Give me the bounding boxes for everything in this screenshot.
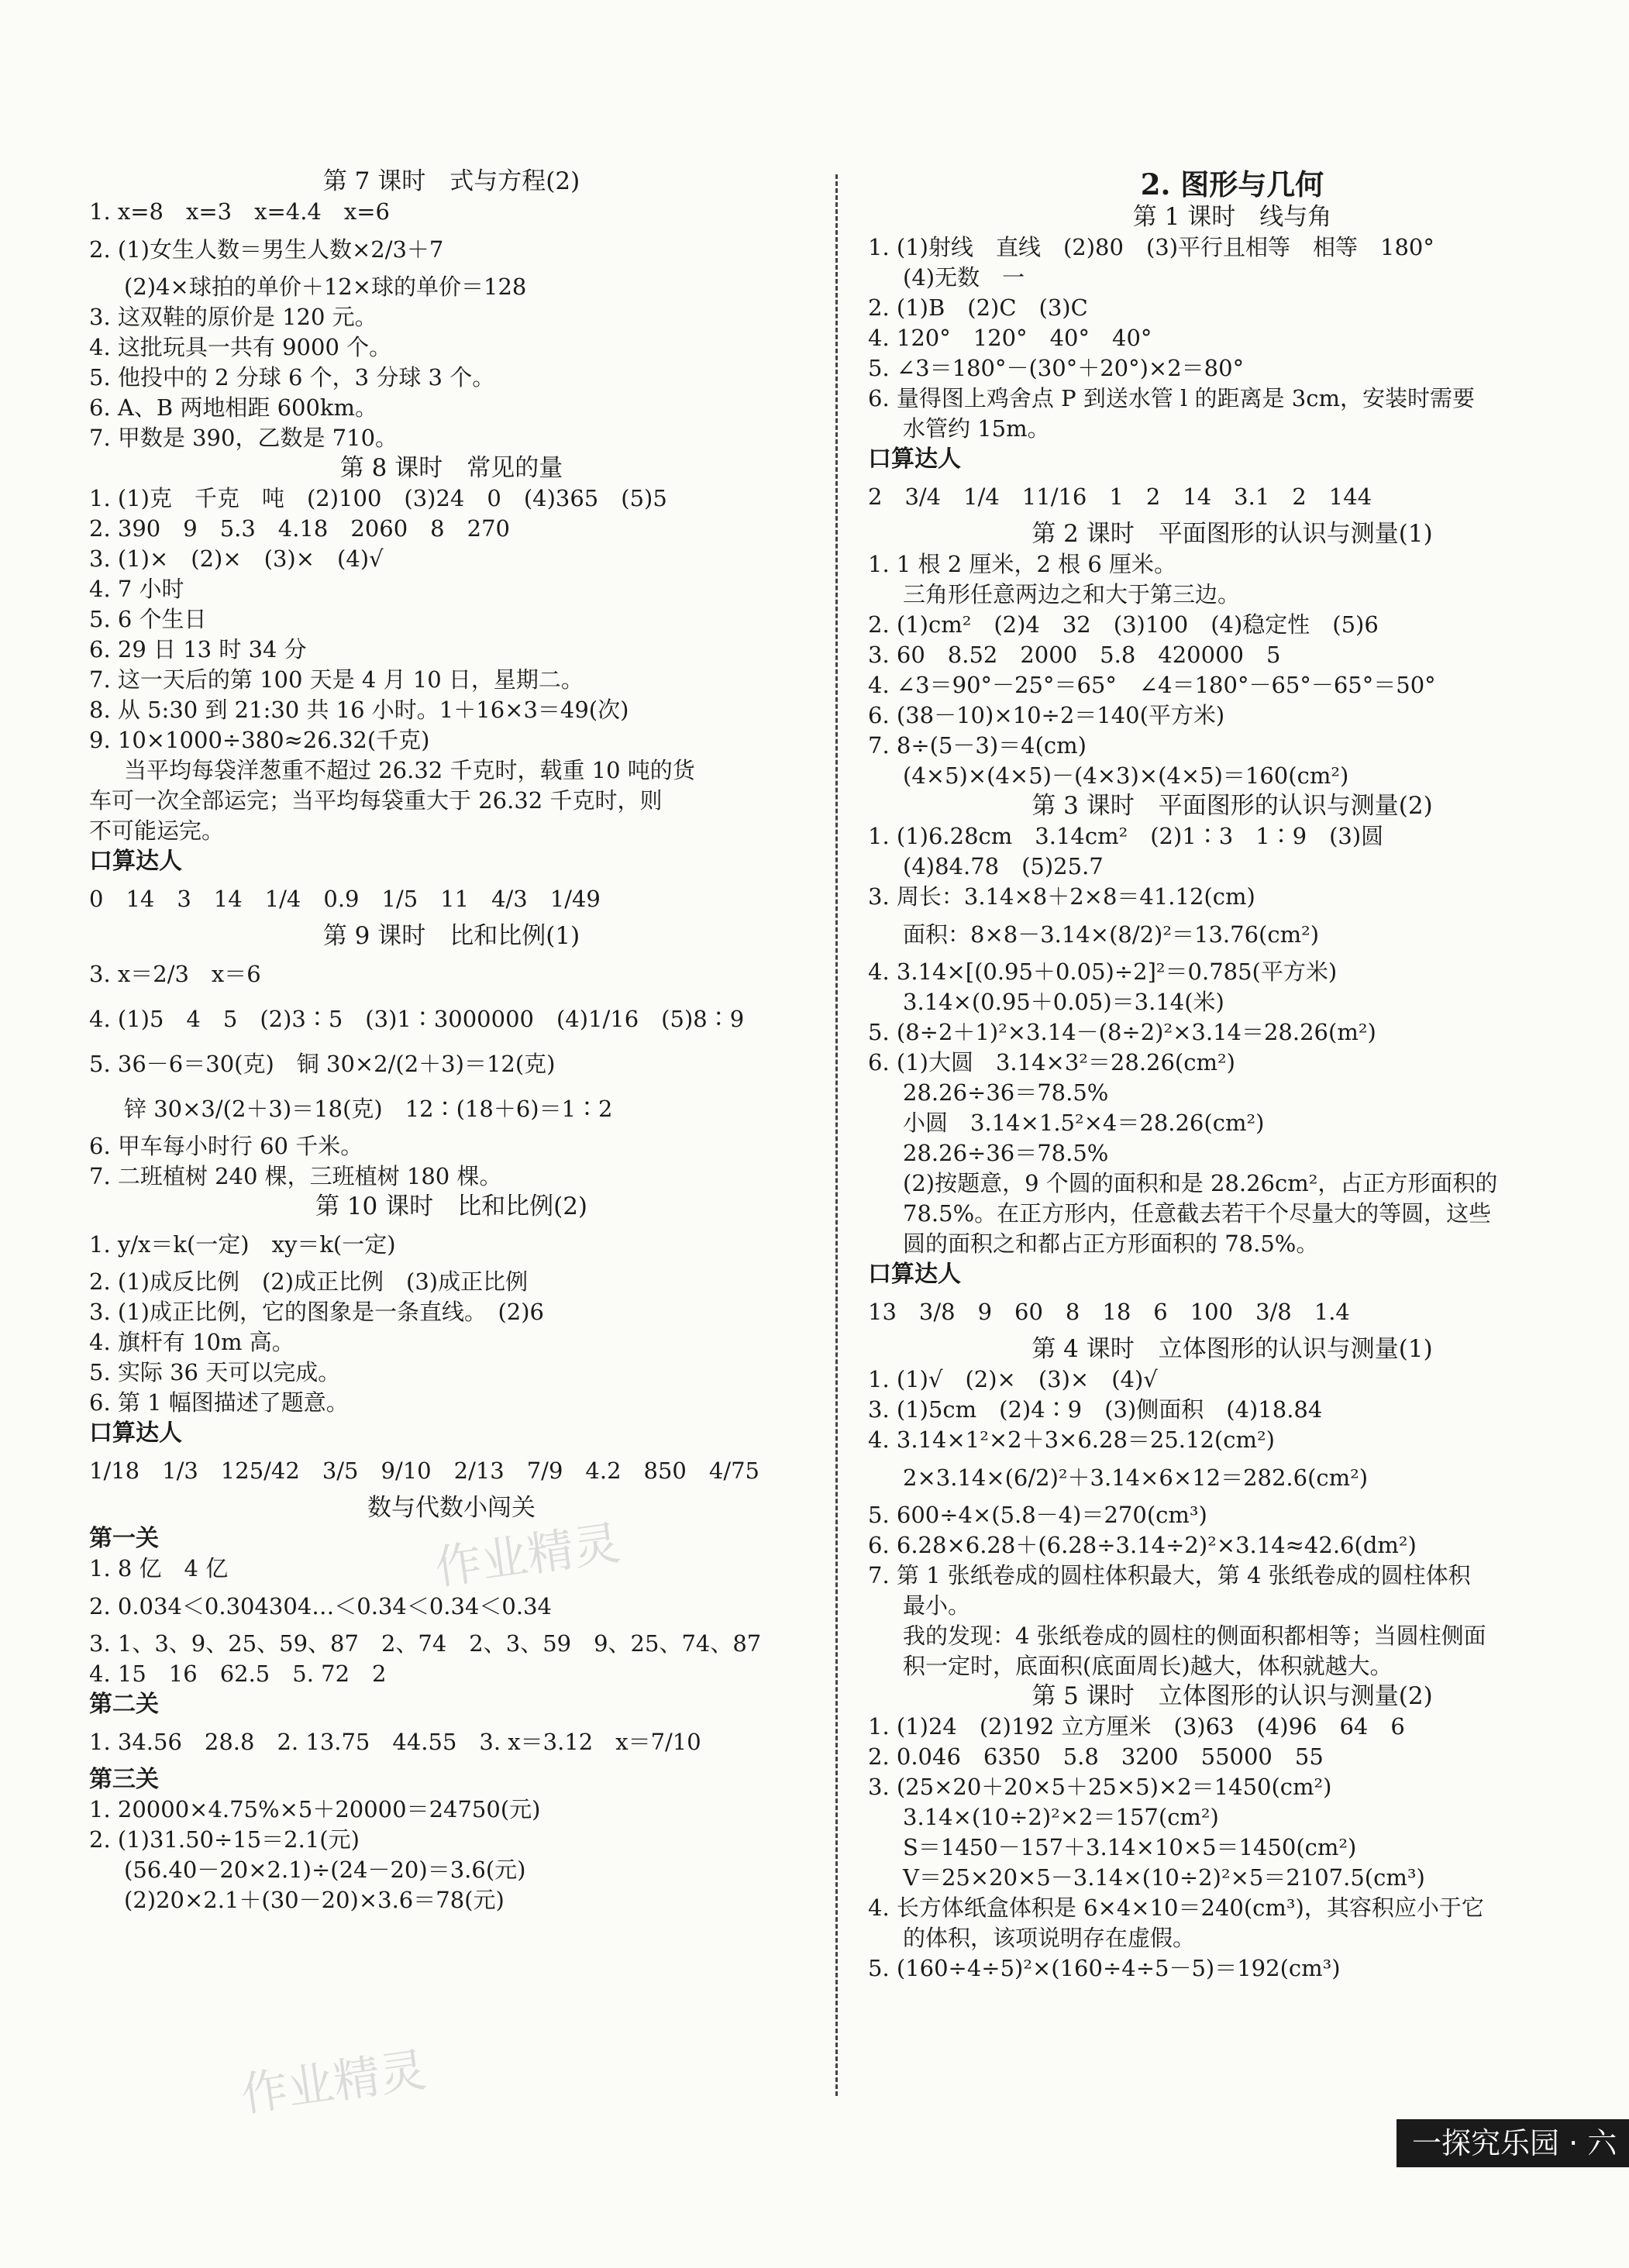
answer-line: 2 3/4 1/4 11/16 1 2 14 3.1 2 144 [868,484,1372,510]
answer-line: 5. 他投中的 2 分球 6 个，3 分球 3 个。 [89,364,495,391]
answer-line: 1. y/x＝k(一定) xy＝k(一定) [89,1231,396,1258]
answer-line: 圆的面积之和都占正方形面积的 78.5%。 [903,1230,1319,1257]
answer-line: 3. (25×20＋20×5＋25×5)×2＝1450(cm²) [868,1774,1332,1800]
answer-line: 三角形任意两边之和大于第三边。 [903,581,1241,607]
lesson-heading: 数与代数小闯关 [367,1494,536,1522]
answer-line: (2)4×球拍的单价＋12×球的单价＝128 [124,274,527,300]
section-label: 口算达人 [89,848,182,875]
answer-line: 13 3/8 9 60 8 18 6 100 3/8 1.4 [868,1299,1350,1325]
lesson-heading: 第 7 课时 式与方程(2) [322,167,580,195]
answer-line: 1. (1)√ (2)× (3)× (4)√ [868,1366,1158,1392]
section-label: 第一关 [89,1525,159,1552]
answer-line: 7. 第 1 张纸卷成的圆柱体积最大，第 4 张纸卷成的圆柱体积 [868,1562,1471,1588]
answer-line: 3. (1)成正比例，它的图象是一条直线。 (2)6 [89,1299,544,1325]
answer-line: 3. (1)5cm (2)4∶9 (3)侧面积 (4)18.84 [868,1396,1323,1423]
column-divider [835,174,838,2096]
answer-line: 28.26÷36＝78.5% [903,1079,1109,1106]
answer-line: 1. (1)射线 直线 (2)80 (3)平行且相等 相等 180° [868,234,1434,260]
answer-line: 最小。 [903,1592,971,1619]
answer-line: 6. 第 1 幅图描述了题意。 [89,1389,349,1416]
answer-line: 5. (8÷2＋1)²×3.14－(8÷2)²×3.14＝28.26(m²) [868,1019,1376,1045]
lesson-heading: 第 2 课时 平面图形的认识与测量(1) [1031,520,1433,548]
answer-line: 5. 36－6＝30(克) 铜 30×2/(2＋3)＝12(克) [89,1051,556,1077]
answer-line: 3. 周长：3.14×8＋2×8＝41.12(cm) [868,883,1255,910]
lesson-heading: 第 5 课时 立体图形的认识与测量(2) [1031,1682,1433,1710]
answer-line: 6. (1)大圆 3.14×3²＝28.26(cm²) [868,1049,1235,1075]
answer-line: 0 14 3 14 1/4 0.9 1/5 11 4/3 1/49 [89,886,601,912]
answer-line: (2)20×2.1＋(30－20)×3.6＝78(元) [124,1887,505,1913]
answer-line: 3. 这双鞋的原价是 120 元。 [89,304,377,330]
answer-line: (56.40－20×2.1)÷(24－20)＝3.6(元) [124,1857,526,1883]
answer-line: 4. 3.14×[(0.95＋0.05)÷2]²＝0.785(平方米) [868,958,1338,985]
answer-line: 小圆 3.14×1.5²×4＝28.26(cm²) [903,1110,1265,1136]
answer-line: 我的发现：4 张纸卷成的圆柱的侧面积都相等；当圆柱侧面 [903,1623,1486,1649]
answer-line: 2. 0.034＜0.304304…＜0.34＜0.34＜0.34 [89,1593,552,1619]
answer-line: (4×5)×(4×5)－(4×3)×(4×5)＝160(cm²) [903,762,1349,789]
answer-line: 5. (160÷4÷5)²×(160÷4÷5－5)＝192(cm³) [868,1955,1341,1981]
answer-line: 2. (1)成反比例 (2)成正比例 (3)成正比例 [89,1268,529,1295]
lesson-heading: 第 4 课时 立体图形的认识与测量(1) [1031,1335,1433,1363]
answer-line: 4. 120° 120° 40° 40° [868,325,1152,351]
section-label: 第三关 [89,1766,159,1793]
answer-line: 面积：8×8－3.14×(8/2)²＝13.76(cm²) [903,921,1320,948]
answer-line: 的体积，该项说明存在虚假。 [903,1925,1196,1951]
answer-line: 4. 7 小时 [89,576,184,602]
watermark: 作业精灵 [237,2043,430,2123]
chapter-heading: 2. 图形与几何 [1140,167,1324,201]
answer-line: 8. 从 5:30 到 21:30 共 16 小时。1＋16×3＝49(次) [89,697,629,723]
answer-line: 3. x＝2/3 x＝6 [89,961,261,987]
answer-line: 1. (1)克 千克 吨 (2)100 (3)24 0 (4)365 (5)5 [89,485,667,511]
answer-line: 4. 15 16 62.5 5. 72 2 [89,1661,387,1687]
answer-line: 当平均每袋洋葱重不超过 26.32 千克时，载重 10 吨的货 [124,757,695,783]
watermark: 作业精灵 [431,1516,624,1596]
answer-line: 1. (1)24 (2)192 立方厘米 (3)63 (4)96 64 6 [868,1713,1405,1740]
answer-line: 4. (1)5 4 5 (2)3∶5 (3)1∶3000000 (4)1/16 (5)8∶9 [89,1006,745,1032]
right-column [868,167,1596,1984]
answer-line: 2. (1)31.50÷15＝2.1(元) [89,1826,360,1853]
answer-line: 3. (1)× (2)× (3)× (4)√ [89,545,384,572]
answer-line: 水管约 15m。 [903,415,1050,442]
answer-line: 3. 60 8.52 2000 5.8 420000 5 [868,642,1281,668]
answer-line: 4. 旗杆有 10m 高。 [89,1329,294,1355]
answer-line: 6. 甲车每小时行 60 千米。 [89,1133,363,1159]
answer-line: 9. 10×1000÷380≈26.32(千克) [89,727,430,753]
answer-line: 2. (1)女生人数＝男生人数×2/3＋7 [89,236,444,263]
footer-label: 一探究乐园 · 六 [1397,2119,1629,2167]
answer-line: 锌 30×3/(2＋3)＝18(克) 12∶(18＋6)＝1∶2 [124,1096,613,1122]
answer-line: 2×3.14×(6/2)²＋3.14×6×12＝282.6(cm²) [903,1464,1369,1491]
answer-line: 2. 390 9 5.3 4.18 2060 8 270 [89,515,510,542]
answer-line: 5. 6 个生日 [89,606,207,632]
lesson-heading: 第 9 课时 比和比例(1) [322,922,580,950]
lesson-heading: 第 8 课时 常见的量 [339,454,563,482]
answer-line: 6. 量得图上鸡舍点 P 到送水管 l 的距离是 3cm，安装时需要 [868,385,1475,411]
answer-line: 7. 8÷(5－3)＝4(cm) [868,732,1087,759]
left-column [89,167,814,1915]
answer-line: 1. 34.56 28.8 2. 13.75 44.55 3. x＝3.12 x＝7/10 [89,1729,701,1755]
answer-line: 5. 实际 36 天可以完成。 [89,1359,341,1385]
answer-line: 28.26÷36＝78.5% [903,1140,1109,1166]
section-label: 口算达人 [868,1261,961,1288]
answer-line: (4)84.78 (5)25.7 [903,853,1104,879]
section-label: 第二关 [89,1691,159,1718]
answer-line: 6. A、B 两地相距 600km。 [89,394,378,421]
answer-line: 积一定时，底面积(底面周长)越大，体积就越大。 [903,1653,1393,1679]
answer-line: 1. (1)6.28cm 3.14cm² (2)1∶3 1∶9 (3)圆 [868,823,1384,849]
answer-line: V＝25×20×5－3.14×(10÷2)²×5＝2107.5(cm³) [903,1864,1425,1891]
answer-line: 4. 长方体纸盒体积是 6×4×10＝240(cm³)，其容积应小于它 [868,1895,1484,1921]
answer-line: 7. 二班植树 240 棵，三班植树 180 棵。 [89,1163,502,1189]
lesson-heading: 第 1 课时 线与角 [1132,203,1332,231]
answer-line: 4. 3.14×1²×2＋3×6.28＝25.12(cm²) [868,1427,1275,1453]
answer-line: 4. 这批玩具一共有 9000 个。 [89,334,392,360]
answer-line: 6. 6.28×6.28＋(6.28÷3.14÷2)²×3.14≈42.6(dm²) [868,1532,1417,1558]
answer-line: 1. x=8 x=3 x=4.4 x=6 [89,198,390,225]
answer-line: 78.5%。在正方形内，任意截去若干个尽量大的等圆，这些 [903,1200,1492,1227]
answer-line: 5. 600÷4×(5.8－4)＝270(cm³) [868,1502,1207,1528]
lesson-heading: 第 10 课时 比和比例(2) [315,1193,588,1220]
section-label: 口算达人 [868,446,961,473]
answer-line: S＝1450－157＋3.14×10×5＝1450(cm²) [903,1834,1357,1860]
answer-line: 4. ∠3＝90°－25°＝65° ∠4＝180°－65°－65°＝50° [868,672,1436,698]
answer-line: 1. 20000×4.75%×5＋20000＝24750(元) [89,1796,541,1822]
answer-line: 2. (1)B (2)C (3)C [868,294,1088,321]
answer-line: 6. (38－10)×10÷2＝140(平方米) [868,702,1225,728]
answer-line: 3.14×(10÷2)²×2＝157(cm²) [903,1804,1219,1830]
answer-line: 1. 8 亿 4 亿 [89,1555,229,1581]
answer-line: (4)无数 一 [903,264,1025,291]
answer-line: 车可一次全部运完；当平均每袋重大于 26.32 千克时，则 [89,787,663,814]
answer-line: 3. 1、3、9、25、59、87 2、74 2、3、59 9、25、74、87 [89,1630,762,1657]
answer-line: 1. 1 根 2 厘米，2 根 6 厘米。 [868,551,1176,577]
answer-line: 1/18 1/3 125/42 3/5 9/10 2/13 7/9 4.2 850 4/75 [89,1458,760,1484]
answer-line: 2. (1)cm² (2)4 32 (3)100 (4)稳定性 (5)6 [868,611,1379,638]
answer-line: 2. 0.046 6350 5.8 3200 55000 55 [868,1743,1324,1770]
answer-line: 6. 29 日 13 时 34 分 [89,636,307,663]
answer-line: 7. 这一天后的第 100 天是 4 月 10 日，星期二。 [89,666,584,693]
answer-line: (2)按题意，9 个圆的面积和是 28.26cm²，占正方形面积的 [903,1170,1498,1196]
answer-line: 7. 甲数是 390，乙数是 710。 [89,425,398,451]
answer-line: 不可能运完。 [89,817,225,844]
section-label: 口算达人 [89,1420,182,1447]
answer-line: 5. ∠3＝180°－(30°＋20°)×2＝80° [868,355,1245,381]
lesson-heading: 第 3 课时 平面图形的认识与测量(2) [1031,792,1433,820]
answer-line: 3.14×(0.95＋0.05)＝3.14(米) [903,989,1224,1015]
